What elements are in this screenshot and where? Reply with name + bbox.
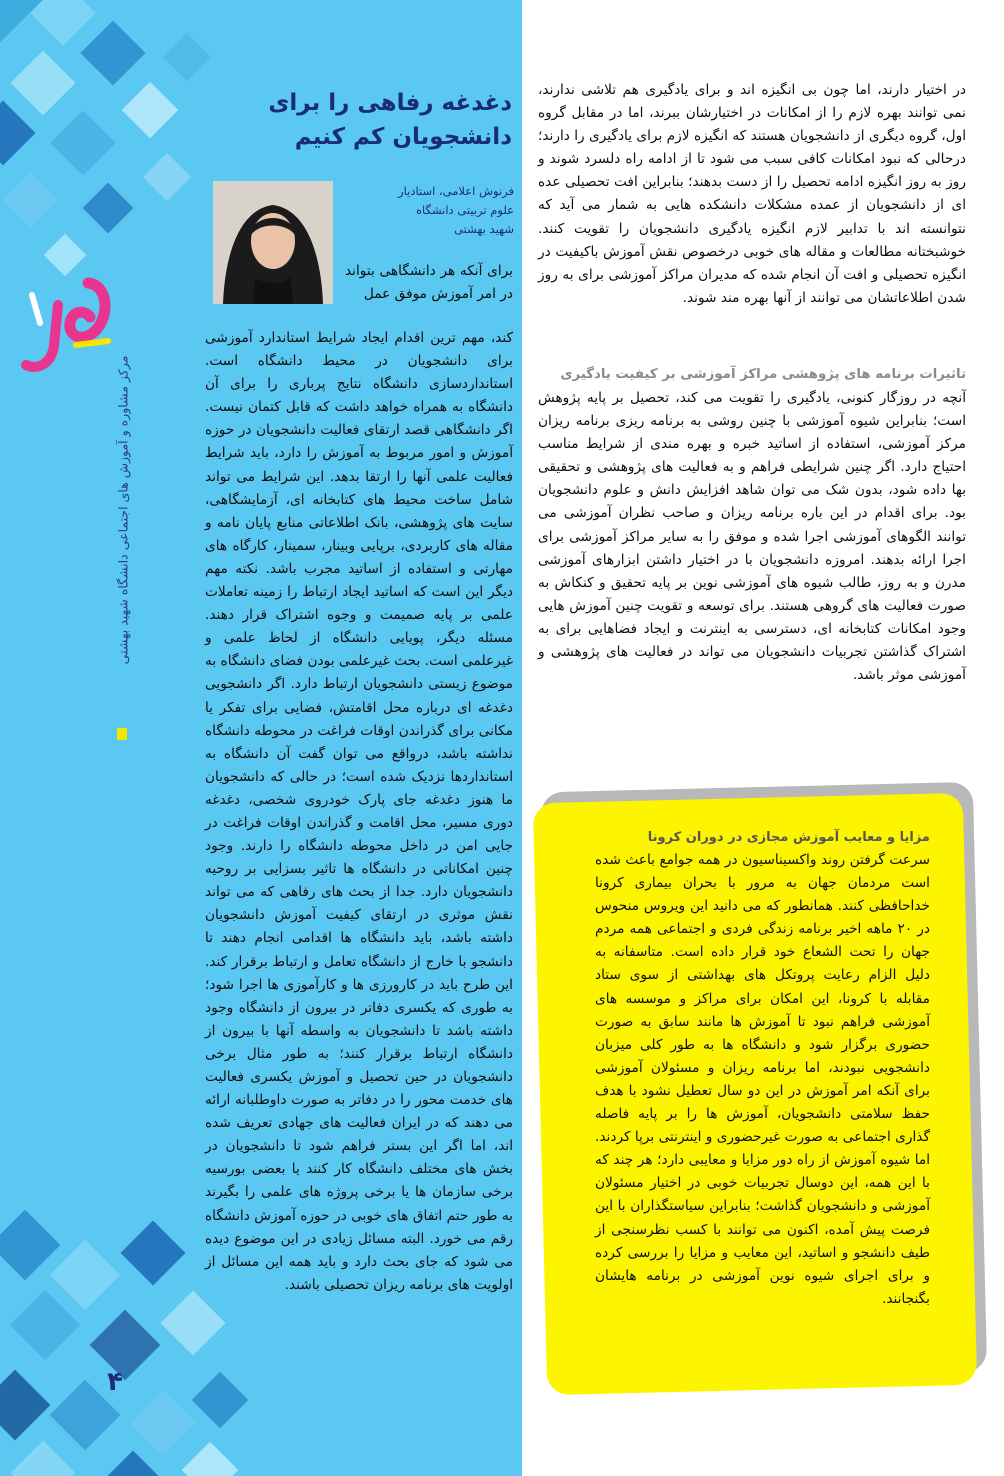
author-field: علوم تربیتی دانشگاه <box>416 203 514 217</box>
author-photo <box>213 181 333 304</box>
subheading-virtual-education: مزایا و معایب آموزش مجازی در دوران کرونا <box>647 830 930 845</box>
page-number: ۴ <box>107 1367 123 1397</box>
body-right-paragraph-1: در اختیار دارند، اما چون بی انگیزه اند و برای یادگیری هم تلاشی ندارند، نمی توانند بهره لازم را از امکانات در اختیارشان ببرند، اما در مقابل گروه اول، گروه دیگری از دانشجویان هستند که انگیزه لازم برای یادگیری را دارند؛ درحالی که نبود امکانات کافی سبب می شود تا از ادامه راه دلسرد شوند و روز به روز انگیزه ادامه تحصیل را از دست بدهند؛ بنابراین افت تحصیلی عده ای از دانشجویان از عمده مشکلات دانشکده هایی به شمار می آید که نتوانسته اند با تدابیر لازم انگیزه یادگیری دانشجویان را تقویت کنند. خوشبختانه مطالعات و مقاله های خوبی درخصوص نقش آموزش باکیفیت در انگیزه تحصیلی و افت آن انجام شده که مدیران مراکز آموزشی برای به روز شدن اطلاعاتشان می توانند از آنها بهره مند شوند. <box>538 82 966 306</box>
author-name: فرنوش اعلامی، استادیار <box>398 184 514 198</box>
author-university: شهید بهشتی <box>454 222 514 236</box>
body-right-paragraph-2: آنچه در روزگار کنونی، یادگیری را تقویت می کند، تحصیل بر پایه پژوهش است؛ بنابراین شیوه آموزشی با چنین روشی به برنامه ریزی برنامه ریزان مرکز آموزشی، استفاده از اساتید خبره و بهره مندی از شرایط مناسب احتیاج دارد. اگر چنین شرایطی فراهم و به فعالیت های پژوهشی و تحقیقی بها داده شود، بدون شک می توان شاهد افزایش دانش و علوم دانشجویان بود. برای اقدام در این باره برنامه ریزان و صاحب نظران آموزشی می توانند الگوهای آموزشی اجرا شده و موفق را به سایر مراکز آموزشی برای اجرا ارائه بدهند. امروزه دانشجویان با در اختیار داشتن ابزارهای آموزشی مدرن و به روز، طالب شیوه های آموزشی نوین بر پایه تحقیق و کنکاش به صورت فعالیت های گروهی هستند. برای توسعه و تقویت چنین آموزش هایی وجود امکانات کتابخانه ای، دسترسی به اینترنت و ایجاد فضاهایی برای به اشتراک گذاشتن تجربیات دانشجویان می تواند در فعالیت های پژوهشی و آموزشی موثر باشد. <box>538 390 966 684</box>
magazine-logo <box>18 275 113 380</box>
caption-marker <box>117 728 127 740</box>
sidebar-box-text: سرعت گرفتن روند واکسیناسیون در همه جوامع باعث شده است مردمان جهان به مرور با بحران بیماری کرونا خداحافظی کنند. همانطور که می دانید این ویروس منحوس در ۲۰ ماهه اخیر برنامه زندگی فردی و اجتماعی همه مردم جهان را تحت الشعاع خود قرار داده است. متاسفانه به دلیل الزام رعایت پروتکل های بهداشتی از سوی ستاد مقابله با کرونا، این امکان برای مراکز و موسسه های آموزشی فراهم نبود تا آموزش ها مانند سابق به صورت حضوری برگزار شود و دانشگاه ها به طور کلی میزبان دانشجویی نبودند، اما برنامه ریزان و مسئولان آموزشی برای آنکه امر آموزش در این دو سال تعطیل نشود با هدف حفظ سلامتی دانشجویان، آموزش ها را بر پایه فاصله گذاری اجتماعی به صورت غیرحضوری و اینترنتی برپا کردند. اما شیوه آموزش از راه دور مزایا و معایبی دارد؛ هر چند که با این همه، این دوسال تجربیات خوبی در اختیار مسئولان آموزشی و دانشجویان گذاشت؛ بنابراین سیاستگذاران با این فرصت پیش آمده، اکنون می توانند با کسب نظرسنجی از طیف دانشجو و اساتید، این معایب و مزایا را بررسی کرده و برای اجرای شیوه نوین آموزشی در برنامه هایشان بگنجانند. <box>595 852 930 1307</box>
author-credit <box>342 182 514 239</box>
body-intro: برای آنکه هر دانشگاهی بتواند در امر آموزش موفق عمل <box>345 263 513 303</box>
article-title <box>250 86 512 154</box>
title-line-2: دانشجویان کم کنیم <box>294 124 512 150</box>
title-line-1: دغدغه رفاهی را برای <box>268 90 512 116</box>
subheading-research: تاثیرات برنامه های پژوهشی مراکز آموزشی بر کیفیت یادگیری <box>560 367 966 382</box>
publisher-caption: مرکز مشاوره و آموزش های اجتماعی دانشگاه شهید بهشتی <box>115 355 131 665</box>
body-main-column: کند، مهم ترین اقدام ایجاد شرایط استاندارد آموزشی برای دانشجویان در محیط دانشگاه است. استانداردسازی دانشگاه نتایج پرباری را برای آن دانشگاه به همراه خواهد داشت که قابل کتمان نیست. اگر دانشگاهی قصد ارتقای فعالیت دانشجویان در حوزه آموزش و امور مربوط به آموزش را دارد، باید شرایط فعالیت علمی آنها را ارتقا بدهد. این شرایط می تواند شامل ساخت محیط های کتابخانه ای، آزمایشگاهی، سایت های پژوهشی، بانک اطلاعاتی منابع پایان نامه و مقاله های کاربردی، برپایی وبینار، سمینار، کارگاه های مهارتی و استفاده از اساتید مجرب باشد. نکته مهم دیگر این است که اساتید ایجاد ارتباط را زمینه تعاملات علمی بر پایه صمیمت و وجوه اشتراک قرار دهند. مسئله دیگر، پویایی دانشگاه از لحاظ علمی و غیرعلمی است. بحث غیرعلمی بودن فضای دانشگاه به موضوع زیستی دانشجویان ارتباط دارد. اگر دانشجویی دغدغه ای درباره محل اقامتش، فضایی برای تفکر یا مکانی برای گذراندن اوقات فراغت در محوطه دانشگاه نداشته باشد، درواقع می توان گفت آن دانشگاه به استانداردها نزدیک شده است؛ در حالی که دانشجویان ما هنوز دغدغه جای پارک خودروی شخصی، دغدغه دوری مسیر، محل اقامت و گذراندن اوقات فراغت در جایی امن در داخل محوطه دانشگاه را دارند. وجود چنین امکاناتی در دانشگاه ها تاثیر بسزایی بر روحیه دانشجویان دارد. جدا از بحث های رفاهی که می تواند نقش موثری در ارتقای کیفیت آموزش دانشجویان داشته باشد، باید دانشگاه ها اقدامی انجام دهند تا دانشجو با خارج از دانشگاه تعامل و ارتباط برقرار کند. این طرح باید در کارورزی ها و کارآموزی ها اجرا شود؛ به طوری که یکسری دفاتر در بیرون از دانشگاه وجود داشته باشد تا دانشجویان به واسطه آنها با بیرون از دانشگاه ارتباط برقرار کنند؛ به طور مثال برخی دانشجویان در حین تحصیل و آموزش یکسری فعالیت های خدمت محور را در دفاتر به صورت داوطلبانه ارائه می دهند که در ایران فعالیت های جهادی تعریف شده اند، اما اگر این بستر فراهم شود تا دانشجویان در بخش های مختلف دانشگاه کار کنند یا بعضی بورسیه برخی سازمان ها یا برخی پروژه های علمی را بگیرند به طور حتم اتفاق های خوبی در حوزه آموزش دانشگاه رقم می خورد. البته مسائل زیادی در این موضوع دیده می شود که جای بحث دارد و باید همه این مسائل از اولویت های برنامه ریزان تحصیلی باشند. <box>205 330 513 1293</box>
